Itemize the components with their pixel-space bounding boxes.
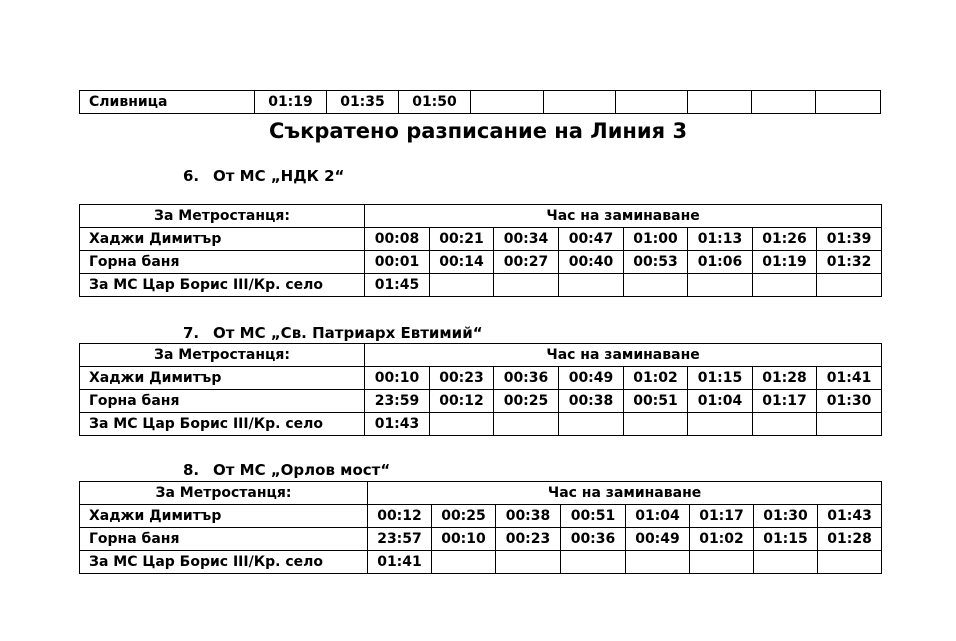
section-title: От МС „НДК 2“ (213, 167, 345, 185)
time-cell: 01:02 (690, 528, 754, 551)
time-cell: 00:23 (430, 367, 494, 390)
table-row (80, 274, 882, 297)
time-cell (561, 551, 626, 574)
table-row (80, 228, 882, 251)
time-cell (559, 274, 624, 297)
schedule-table-7 (79, 343, 882, 436)
station-name: Хаджи Димитър (80, 228, 365, 251)
sliwnica-row-table (79, 90, 881, 114)
station-name: Хаджи Димитър (80, 367, 365, 390)
time-cell: 00:01 (365, 251, 430, 274)
time-cell: 01:15 (688, 367, 753, 390)
time-cell: 00:27 (494, 251, 559, 274)
time-cell (494, 413, 559, 436)
time-cell: 01:30 (754, 505, 818, 528)
time-cell (818, 551, 882, 574)
time-cell: 01:00 (624, 228, 688, 251)
schedule-table-6 (79, 204, 882, 297)
station-name: За МС Цар Борис III/Кр. село (80, 551, 368, 574)
time-cell: 01:41 (368, 551, 432, 574)
section-heading-8 (183, 460, 390, 480)
time-cell: 01:13 (688, 228, 753, 251)
time-cell: 01:04 (688, 390, 753, 413)
time-cell: 00:23 (496, 528, 561, 551)
time-cell (817, 413, 882, 436)
time-cell: 00:21 (430, 228, 494, 251)
time-cell: 01:35 (327, 91, 399, 114)
time-cell: 00:25 (432, 505, 496, 528)
time-cell: 00:51 (624, 390, 688, 413)
column-header-time: Час на заминаване (365, 205, 882, 228)
time-cell: 00:12 (430, 390, 494, 413)
time-cell: 01:17 (753, 390, 817, 413)
time-cell: 00:49 (626, 528, 690, 551)
time-cell: 01:45 (365, 274, 430, 297)
time-cell: 01:19 (753, 251, 817, 274)
time-cell: 00:51 (561, 505, 626, 528)
time-cell: 00:12 (368, 505, 432, 528)
section-number: 7. (183, 324, 200, 342)
time-cell: 01:30 (817, 390, 882, 413)
table-header-row (80, 205, 882, 228)
station-name: Горна баня (80, 390, 365, 413)
time-cell (544, 91, 616, 114)
time-cell: 01:15 (754, 528, 818, 551)
section-heading-6 (183, 166, 344, 186)
time-cell (471, 91, 544, 114)
time-cell: 00:14 (430, 251, 494, 274)
time-cell: 00:36 (494, 367, 559, 390)
table-row (80, 251, 882, 274)
time-cell: 01:50 (399, 91, 471, 114)
time-cell: 00:25 (494, 390, 559, 413)
time-cell (816, 91, 881, 114)
table-row (80, 91, 881, 114)
time-cell: 01:17 (690, 505, 754, 528)
time-cell: 23:59 (365, 390, 430, 413)
section-title: От МС „Св. Патриарх Евтимий“ (213, 324, 483, 342)
time-cell: 01:43 (818, 505, 882, 528)
time-cell: 01:43 (365, 413, 430, 436)
time-cell: 00:36 (561, 528, 626, 551)
time-cell (494, 274, 559, 297)
time-cell: 01:28 (818, 528, 882, 551)
time-cell (624, 274, 688, 297)
column-header-time: Час на заминаване (365, 344, 882, 367)
station-name: Горна баня (80, 251, 365, 274)
table-row (80, 390, 882, 413)
table-row (80, 367, 882, 390)
section-title: От МС „Орлов мост“ (213, 461, 391, 479)
time-cell (753, 413, 817, 436)
column-header-station: За Метростанця: (80, 482, 368, 505)
time-cell (690, 551, 754, 574)
time-cell (559, 413, 624, 436)
time-cell (752, 91, 816, 114)
time-cell: 01:39 (817, 228, 882, 251)
time-cell: 00:10 (432, 528, 496, 551)
time-cell: 00:10 (365, 367, 430, 390)
time-cell (817, 274, 882, 297)
time-cell: 00:34 (494, 228, 559, 251)
time-cell: 00:08 (365, 228, 430, 251)
station-name: Сливница (80, 91, 255, 114)
station-name: За МС Цар Борис III/Кр. село (80, 274, 365, 297)
section-number: 8. (183, 461, 200, 479)
time-cell (496, 551, 561, 574)
column-header-station: За Метростанця: (80, 205, 365, 228)
time-cell: 01:28 (753, 367, 817, 390)
table-header-row (80, 344, 882, 367)
time-cell (688, 91, 752, 114)
section-heading-7 (183, 323, 483, 343)
time-cell (753, 274, 817, 297)
time-cell: 00:53 (624, 251, 688, 274)
column-header-station: За Метростанця: (80, 344, 365, 367)
time-cell: 00:40 (559, 251, 624, 274)
time-cell: 01:32 (817, 251, 882, 274)
table-row (80, 551, 882, 574)
table-row (80, 505, 882, 528)
time-cell (626, 551, 690, 574)
time-cell: 01:26 (753, 228, 817, 251)
time-cell (430, 274, 494, 297)
station-name: Горна баня (80, 528, 368, 551)
time-cell: 01:19 (255, 91, 327, 114)
time-cell: 01:41 (817, 367, 882, 390)
time-cell: 00:38 (496, 505, 561, 528)
table-row (80, 413, 882, 436)
column-header-time: Час на заминаване (368, 482, 882, 505)
time-cell: 01:02 (624, 367, 688, 390)
station-name: Хаджи Димитър (80, 505, 368, 528)
time-cell (616, 91, 688, 114)
time-cell (754, 551, 818, 574)
station-name: За МС Цар Борис III/Кр. село (80, 413, 365, 436)
table-header-row (80, 482, 882, 505)
time-cell: 00:38 (559, 390, 624, 413)
time-cell: 00:47 (559, 228, 624, 251)
time-cell: 01:04 (626, 505, 690, 528)
time-cell (688, 274, 753, 297)
time-cell (432, 551, 496, 574)
time-cell: 01:06 (688, 251, 753, 274)
time-cell: 00:49 (559, 367, 624, 390)
page-title: Съкратено разписание на Линия 3 (268, 119, 688, 143)
time-cell (624, 413, 688, 436)
time-cell: 23:57 (368, 528, 432, 551)
schedule-table-8 (79, 481, 882, 574)
section-number: 6. (183, 167, 200, 185)
time-cell (688, 413, 753, 436)
time-cell (430, 413, 494, 436)
table-row (80, 528, 882, 551)
